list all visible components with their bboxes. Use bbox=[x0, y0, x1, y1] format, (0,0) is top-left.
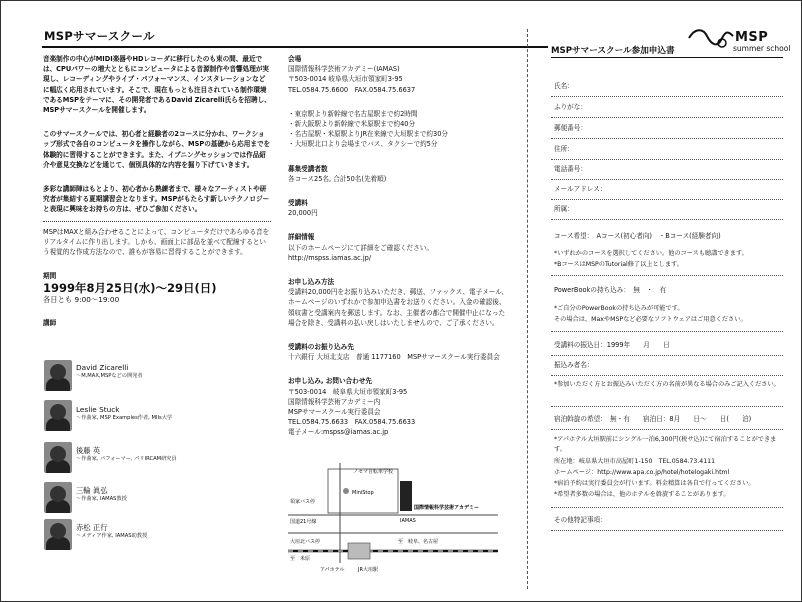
map-label-nagoya: 至 岐阜、名古屋 bbox=[398, 539, 439, 545]
access-line: ・新大阪駅より新幹線で米原駅まで約40分 bbox=[288, 120, 416, 129]
access-map bbox=[288, 463, 503, 591]
venue-section bbox=[288, 54, 513, 95]
fee-label: 受講料 bbox=[288, 199, 308, 208]
period-label: 期間 bbox=[43, 272, 57, 281]
payer-name-line[interactable] bbox=[551, 375, 783, 376]
lecturer-desc-3: 〜作曲家, パフォーマー, パリIRCAM研究員 bbox=[76, 456, 177, 462]
field-name-label: 氏名： bbox=[554, 82, 574, 90]
venue-line: TEL.0584.75.6600 FAX.0584.75.6637 bbox=[288, 85, 416, 94]
venue-line: 国際情報科学芸術アカデミー(IAMAS) bbox=[288, 65, 400, 74]
map-label-hotel: アパホテル bbox=[320, 567, 345, 573]
powerbook-note-2: その場合は、MaxやMSPなど必要なソフトウェアはご用意ください。 bbox=[554, 316, 747, 323]
bank-label: 受講料のお振り込み先 bbox=[288, 343, 354, 352]
lecturer-name-5: 赤松 正行 bbox=[76, 523, 108, 532]
map-label-school: 国際情報科学芸術アカデミー bbox=[414, 505, 479, 511]
lecturer-desc-1: 〜M,MAX,MSPなどの開発者 bbox=[76, 373, 143, 379]
map-station-block bbox=[348, 543, 370, 559]
field-postal-label: 郵便番号： bbox=[554, 124, 587, 132]
contact-email[interactable]: 電子メール:mspss@iamas.ac.jp bbox=[288, 428, 389, 437]
bank-section bbox=[288, 342, 513, 362]
field-address-label: 住所： bbox=[554, 145, 574, 153]
lecturer-photo-1 bbox=[44, 360, 72, 391]
lecturer-name-3: 後藤 英 bbox=[76, 446, 101, 455]
lecturer-desc-5: 〜メディア作家, IAMAS助教授 bbox=[76, 533, 148, 539]
lecturer-photo-2 bbox=[44, 400, 72, 431]
hotel-note-3: ホームページ：http://www.apa.co.jp/hotel/hotelogaki.html bbox=[554, 469, 730, 476]
lecturer-photo-5 bbox=[44, 519, 72, 550]
course-choice[interactable]: コース希望： Aコース(初心者向) ・Bコース(経験者向) bbox=[554, 232, 721, 240]
info-section bbox=[288, 232, 513, 263]
field-name-line[interactable] bbox=[551, 96, 783, 97]
page-title: MSPサマースクール bbox=[44, 29, 155, 43]
logo-subtext: summer school bbox=[733, 44, 791, 53]
info-column bbox=[288, 54, 513, 438]
map-label-station: JR大垣駅 bbox=[358, 567, 378, 573]
payer-name-label: 振込み者名： bbox=[554, 361, 594, 369]
other-notes-line[interactable] bbox=[551, 530, 783, 531]
map-label-maibara: 至 米原 bbox=[290, 556, 311, 562]
contact-line: TEL.0584.75.6633 FAX.0584.75.6633 bbox=[288, 418, 416, 427]
info-label: 詳細情報 bbox=[288, 233, 315, 242]
contact-line: 〒503-0014 岐阜県大垣市領家町3-95 bbox=[288, 387, 408, 396]
logo-text: MSP bbox=[735, 30, 769, 45]
powerbook-note-1: *ご自分のPowerBookの持ち込みが可能です。 bbox=[554, 305, 684, 312]
apply-label: お申し込み方法 bbox=[288, 278, 335, 287]
field-email-label: メールアドレス： bbox=[554, 185, 607, 193]
lecturers-label: 講師 bbox=[43, 318, 57, 327]
hotel-note-2: 所在地：岐阜県大垣市高屋町1-150 TEL.0584.73.4111 bbox=[554, 458, 716, 465]
payer-note-line bbox=[551, 406, 783, 407]
lecturer-name-4: 三輪 眞弘 bbox=[76, 486, 108, 495]
lecturer-photo-3 bbox=[44, 442, 72, 473]
field-furigana-label: ふりがな： bbox=[554, 103, 587, 111]
period-time: 各日とも 9:00〜19:00 bbox=[43, 295, 120, 305]
apply-line: 場合を除き、受講料の払い戻しはいたしませんので、ご了承ください。 bbox=[288, 318, 499, 327]
contact-line: MSPサマースクール実行委員会 bbox=[288, 408, 381, 417]
lecturer-desc-4: 〜作曲家, IAMAS教授 bbox=[76, 496, 127, 502]
lecturer-desc-2: 〜作曲家, MSP Examples作者, MIIs大学 bbox=[76, 415, 173, 421]
map-iamas-building bbox=[400, 481, 412, 511]
field-postal-line[interactable] bbox=[551, 138, 783, 139]
dotted-divider bbox=[43, 221, 271, 222]
map-label-ministop: MiniStop bbox=[352, 490, 374, 496]
period-date: 1999年8月25日(水)〜29日(日) bbox=[43, 281, 217, 296]
capacity-value: 各コース25名, 合計50名(先着順) bbox=[288, 174, 387, 183]
map-label-iamas: IAMAS bbox=[400, 518, 416, 524]
map-label-route: 国道21号線 bbox=[290, 519, 317, 525]
apply-line: ホームページのいずれかで参加申込書をお送りください。入金の確認後、 bbox=[288, 298, 506, 307]
map-ministop-marker bbox=[343, 488, 349, 494]
hotel-note-1: *アパホテル大垣駅前にシングル一泊6,300円(税サ込)にて宿泊することができます。 bbox=[554, 436, 777, 453]
hotel-line bbox=[551, 429, 783, 430]
map-label-busstop: 領家バス停 bbox=[290, 499, 316, 505]
form-title-rule bbox=[551, 57, 783, 58]
info-url[interactable]: http://mspss.iamas.ac.jp/ bbox=[288, 253, 372, 262]
contact-section bbox=[288, 376, 513, 437]
title-rule bbox=[42, 46, 548, 48]
form-title: MSPサマースクール参加申込書 bbox=[551, 46, 675, 56]
hotel-note-5: *希望者多数の場合は、他のホテルを斡旋することがあります。 bbox=[554, 491, 730, 498]
map-label-shop: ノセマ自転車学校 bbox=[353, 469, 393, 475]
contact-label: お申し込み, お問い合わせ先 bbox=[288, 377, 372, 386]
fee-section bbox=[288, 198, 513, 218]
hotel-note-4: *宿泊予約は実行委員会が行います。料金精算は各自で行ってください。 bbox=[554, 480, 755, 487]
apply-line: 受講料20,000円をお振り込みいただき、郵送、ファックス、電子メール、 bbox=[288, 288, 508, 297]
field-furigana-line[interactable] bbox=[551, 117, 783, 118]
field-address-line[interactable] bbox=[551, 159, 783, 160]
field-affiliation-label: 所属： bbox=[554, 205, 574, 213]
field-email-line[interactable] bbox=[551, 199, 783, 200]
info-line: 以下のホームページにて詳細をご確認ください。 bbox=[288, 243, 433, 252]
access-line: ・大垣駅北口より会場までバス、タクシーで約5分 bbox=[288, 140, 438, 149]
field-affiliation-line[interactable] bbox=[551, 219, 783, 220]
apply-section bbox=[288, 277, 513, 328]
hotel-choice[interactable]: 宿泊斡旋の希望： 無・有 宿泊日：8月 日〜 日( 泊) bbox=[554, 415, 752, 423]
map-label-kita: 大垣北バス停 bbox=[290, 539, 321, 545]
capacity-label: 募集受講者数 bbox=[288, 164, 328, 173]
intro-paragraph-3: 多彩な講師陣はもとより、初心者から熟練者まで、様々なアーティストや研究者が集結する夏期講習会となります。MSPがもたらす新しいテクノロジーと表現に興味をお持ちの方は、ぜひご参加ください。 bbox=[43, 185, 270, 214]
intro-paragraph-2: このサマースクールでは、初心者と経験者の2コースに分かれ、ワークショップ形式で各自のコンピュータを操作しながら、MSPの基礎から応用までを体験的に習得することができます。また、イブニングセッションでは作品紹介や意見交換などを通じて、個別具体的な内容を掘り下げていきます。 bbox=[43, 130, 271, 169]
cut-line bbox=[527, 29, 528, 589]
powerbook-line bbox=[551, 331, 783, 332]
apply-line: 領収書と受講案内を郵送します。なお、主催者の都合で開催中止になった bbox=[288, 308, 506, 317]
venue-label: 会場 bbox=[288, 55, 302, 63]
course-line bbox=[551, 275, 783, 276]
course-note-1: *いずれかのコースを選択してください。他のコースも聴講できます。 bbox=[554, 250, 748, 257]
payment-date-field[interactable]: 受講料の振込日：1999年 月 日 bbox=[554, 341, 670, 349]
venue-line: 〒503-0014 岐阜県大垣市領家町3-95 bbox=[288, 75, 403, 84]
intro-column bbox=[43, 54, 271, 328]
access-line: ・名古屋駅・米原駅よりJR在来線で大垣駅まで約30分 bbox=[288, 130, 448, 139]
hotel-notes-line bbox=[551, 507, 783, 508]
payer-note: *参加いただく方とお振込みいただく方の名前が異なる場合のみご記入ください。 bbox=[554, 381, 780, 388]
fee-value: 20,000円 bbox=[288, 209, 318, 218]
intro-paragraph-4: MSPはMAXと組み合わせることによって、コンピュータだけであらゆる音をリアルタイムに作り出します。しかも、画面上に部品を並べて配線するという視覚的な作成方法なので、誰もが容易に習得することができます。 bbox=[43, 227, 270, 257]
course-note-2: *BコースはMSPのTutorial修了以上とします。 bbox=[554, 261, 683, 268]
other-notes-label: その他特記事項： bbox=[554, 516, 607, 524]
lecturer-photo-4 bbox=[44, 482, 72, 513]
payment-date-line bbox=[551, 355, 783, 356]
intro-paragraph-1: 音楽制作の中心がMIDI楽器やHDレコーダに移行したのも束の間、最近では、CPUパワーの増大とともにコンピュータによる音源制作や音響処理が実現し、レコーディングやライブ・パフォーマンス、インスタレーションなどに幅広く応用されています。そこで、現在もっとも注目されている制作環境であるMSPをテーマに、その開発者であるDavid Zicarelli氏らを招聘し、MSPサマースクールを開催します。 bbox=[43, 55, 271, 115]
lecturer-name-2: Leslie Stuck bbox=[76, 405, 120, 414]
field-phone-label: 電話番号： bbox=[554, 165, 587, 173]
powerbook-choice[interactable]: PowerBookの持ち込み： 無 ・ 有 bbox=[554, 286, 667, 294]
lecturer-name-1: David Zicarelli bbox=[76, 363, 129, 372]
contact-line: 国際情報科学芸術アカデミー内 bbox=[288, 397, 381, 406]
access-section bbox=[288, 109, 513, 150]
field-phone-line[interactable] bbox=[551, 179, 783, 180]
access-line: ・東京駅より新幹線で名古屋駅まで約2時間 bbox=[288, 109, 418, 118]
capacity-section bbox=[288, 164, 513, 184]
bank-value: 十六銀行 大垣北支店 普通 1177160 MSPサマースクール実行委員会 bbox=[288, 353, 500, 362]
